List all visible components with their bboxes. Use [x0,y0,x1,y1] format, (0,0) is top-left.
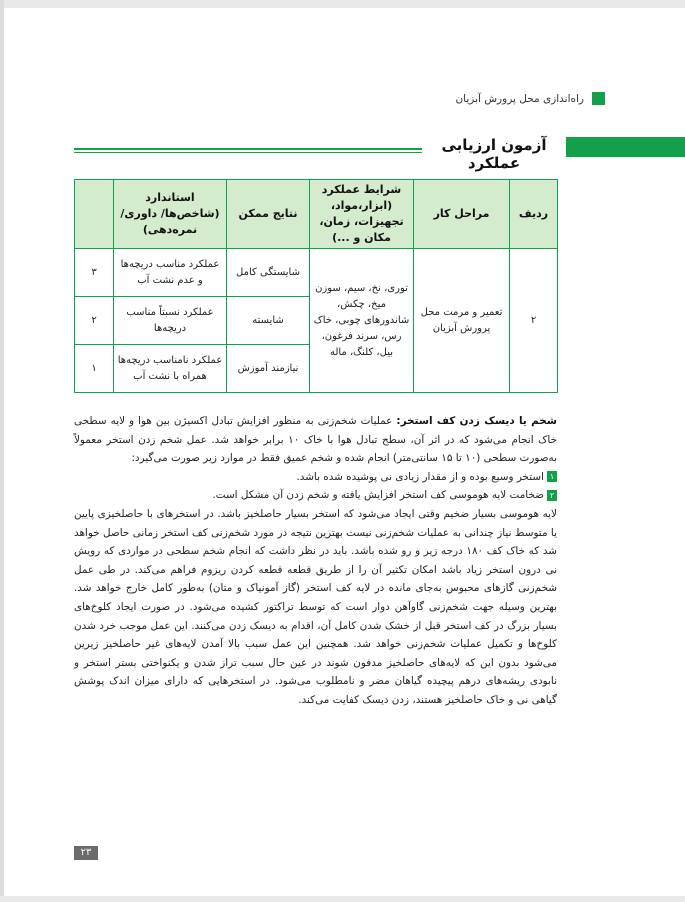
cell-result: نیازمند آموزش [227,345,310,393]
list-number-badge: ۲ [547,490,557,501]
evaluation-table [74,179,558,393]
list-item [74,468,557,487]
page-frame-bottom [0,896,685,902]
cell-result: شایسته [227,297,310,345]
paragraph-intro-text: عملیات شخم‌زنی به منظور افزایش تبادل اکسیژن بین هوا و لایه سطحی خاک انجام می‌شود که در اثر آن، سطح تبادل هوا با خاک ۱۰ برابر خواهد شد. عمل شخم زدن استخر معمولاً به‌صورت سطحی (۱۰ تا ۱۵ سانتی‌متر) انجام شده و شخم عمیق فقط در موارد زیر صورت می‌گیرد: [74,415,557,465]
cell-marahel: تعمیر و مرمت محل پرورش آبزیان [414,249,510,393]
header-nataij: نتایج ممکن [227,180,310,249]
list-item-text: استخر وسیع بوده و از مقدار زیادی نی پوشیده شده باشد. [296,470,544,483]
cell-standard: عملکرد نامناسب دریچه‌ها همراه با نشت آب [114,345,227,393]
page-frame-left [0,0,4,902]
header-sharayet: شرایط عملکرد (ابزار،مواد، تجهیزات، زمان، مکان و ...) [310,180,414,249]
cell-score: ۲ [75,297,114,345]
paragraph-intro [74,412,557,468]
cell-standard: عملکرد نسبتاً مناسب دریچه‌ها [114,297,227,345]
section-accent-bar [566,137,685,157]
paragraph-title: شخم یا دیسک زدن کف استخر: [396,415,558,427]
header-nomre [75,180,114,249]
list-item [74,486,557,505]
header-marahel: مراحل کار [414,180,510,249]
list-number-badge: ۱ [547,471,557,482]
header-standard: استاندارد (شاخص‌ها/ داوری/ نمره‌دهی) [114,180,227,249]
section-rule-thin [74,152,422,153]
table-row [75,249,558,297]
cell-score: ۳ [75,249,114,297]
paragraph-main: لایه هوموسی بسیار ضخیم وقتی ایجاد می‌شود که استخر بسیار حاصلخیز باشد. در استخرهای با حاصلخیزی پایین یا متوسط نیاز چندانی به عملیات شخم‌زنی نیست بهترین نتیجه در مورد شخم‌زنی کف استخر زمانی حاصل خواهد شد که خاک کف ۱۸۰ درجه زیر و رو شده باشد. باید در نظر داشت که انجام شخم سطحی در مواردی که رویش نی درون استخر زیاد باشد امکان تکثیر آن را از طریق قطعه قطعه کردن ریزوم فراهم می‌کند. در طی عمل شخم‌زنی گازهای محبوس به‌جای مانده در لایه کف استخر (گاز آمونیاک و متان) به‌طور کامل خارج خواهد شد. بهترین وسیله جهت شخم‌زنی گاوآهن دوار است که توسط تراکتور کشیده می‌شود. در صورت ایجاد کلوخ‌های بسیار بزرگ در کف استخر قبل از خشک شدن کامل آن، اقدام به دیسک زدن می‌کنند. این عمل موجب خرد شدن کلوخ‌ها و تکمیل عملیات شخم‌زنی خواهد شد. همچنین این عمل سبب بالا آمدن لایه‌های غیر حاصلخیز زیرین می‌شود بدون این که لایه‌های حاصلخیز مدفون شوند در عین حال سبب تراز شدن و یکنواختی بستر استخر و نابودی ریشه‌های درهم پیچیده گیاهان مضر و نامطلوب می‌شود. در استخرهایی که دارای میزان اندک پوشش گیاهی نی و خاک حاصلخیز هستند، زدن دیسک کفایت می‌کند. [74,507,558,706]
header-radif: ردیف [510,180,558,249]
cell-standard: عملکرد مناسب دریچه‌ها و عدم نشت آب [114,249,227,297]
table-header-row [75,180,558,249]
cell-radif: ۲ [510,249,558,393]
list-item-text: ضخامت لایه هوموسی کف استخر افزایش یافته و شخم زدن آن مشکل است. [212,489,544,502]
header-text: راه‌اندازی محل پرورش آبزیان [455,92,584,105]
cell-result: شایستگی کامل [227,249,310,297]
page-number: ۲۳ [74,846,98,860]
body-text [74,412,557,710]
section-title: آزمون ارزیابی عملکرد [441,136,547,172]
page-frame-top [0,0,685,8]
cell-score: ۱ [75,345,114,393]
running-header [455,92,605,105]
cell-sharayet: توری، نخ، سیم، سوزن میخ، چکش، شاندورهای چوبی، خاک رس، سرند فرغون، بیل، کلنگ، ماله [310,249,414,393]
header-square-icon [592,92,605,105]
section-rule [74,148,422,150]
